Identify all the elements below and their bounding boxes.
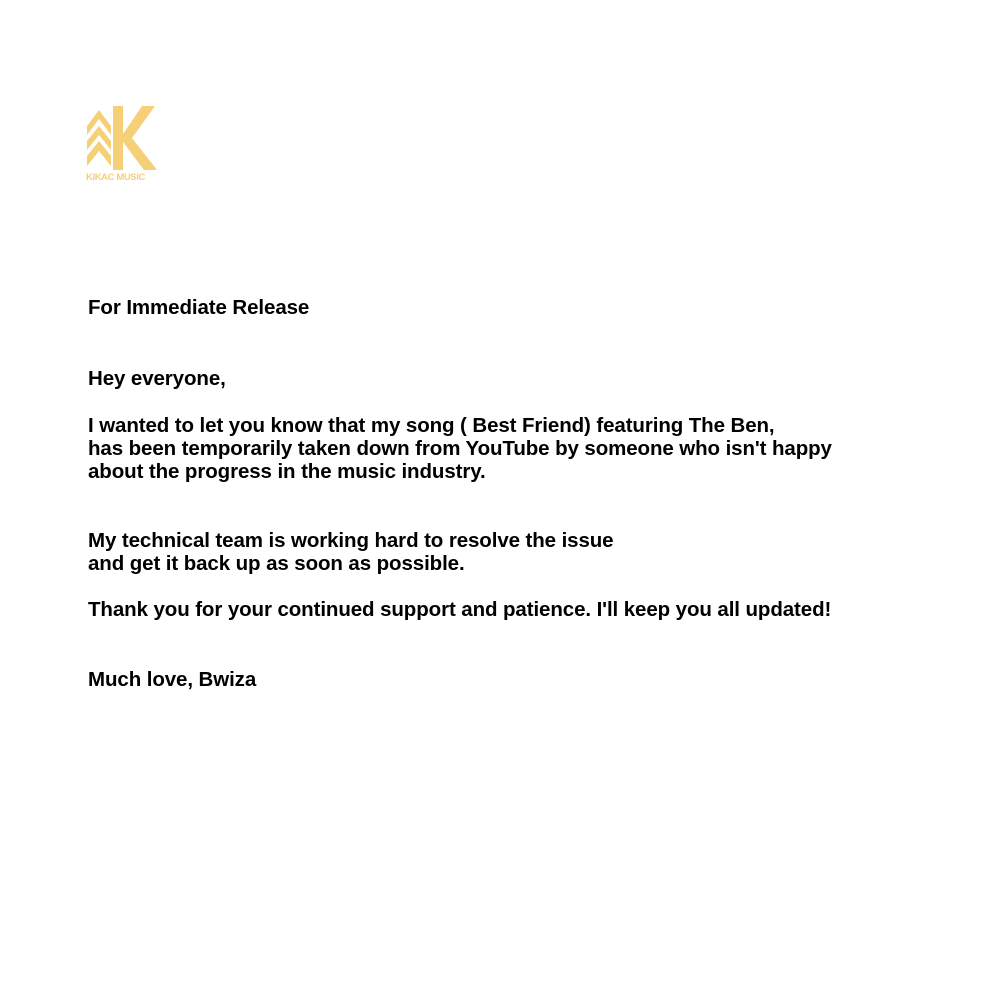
paragraph-2-line-1: My technical team is working hard to resolve the issue	[88, 529, 614, 552]
paragraph-1-line-2: has been temporarily taken down from YouTube by someone who isn't happy	[88, 437, 832, 460]
release-heading: For Immediate Release	[88, 296, 310, 319]
logo-brand-text: KIKAC MUSIC	[86, 172, 145, 183]
kikac-music-logo	[86, 104, 161, 184]
kikac-k-logo-icon	[86, 104, 158, 172]
paragraph-1-line-3: about the progress in the music industry.	[88, 460, 486, 483]
signoff: Much love, Bwiza	[88, 668, 257, 691]
paragraph-2-line-2: and get it back up as soon as possible.	[88, 552, 465, 575]
greeting: Hey everyone,	[88, 367, 226, 390]
paragraph-1-line-1: I wanted to let you know that my song ( Best Friend) featuring The Ben,	[88, 414, 775, 437]
paragraph-3: Thank you for your continued support and patience. I'll keep you all updated!	[88, 598, 832, 621]
